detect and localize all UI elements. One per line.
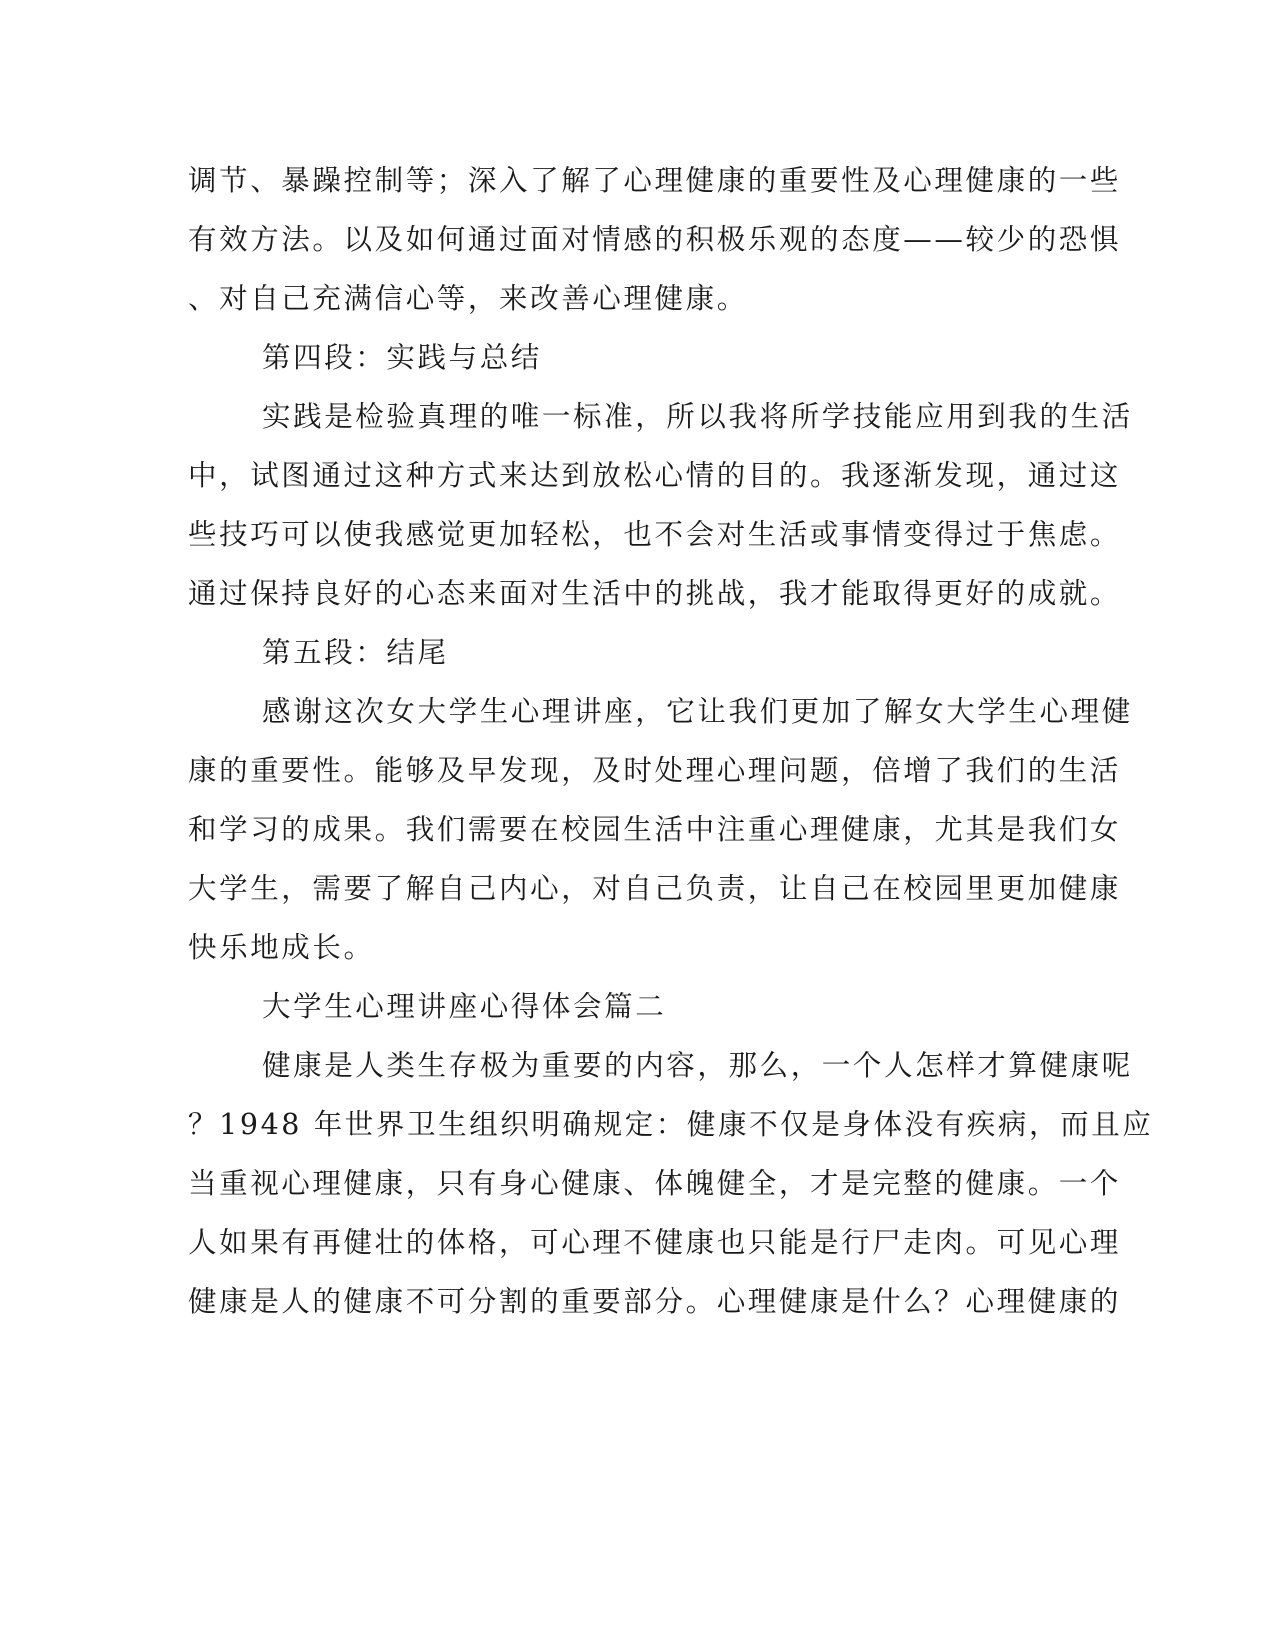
section-heading: 第四段：实践与总结 bbox=[262, 341, 542, 374]
text-line: 健康是人的健康不可分割的重要部分。心理健康是什么？心理健康的 bbox=[188, 1285, 1122, 1318]
text-line: 中，试图通过这种方式来达到放松心情的目的。我逐渐发现，通过这 bbox=[188, 459, 1122, 492]
text-line: 人如果有再健壮的体格，可心理不健康也只能是行尸走肉。可见心理 bbox=[188, 1226, 1122, 1259]
text-line: 有效方法。以及如何通过面对情感的积极乐观的态度——较少的恐惧 bbox=[188, 223, 1122, 256]
text-line: 快乐地成长。 bbox=[188, 931, 375, 964]
section-heading: 第五段：结尾 bbox=[262, 636, 449, 669]
text-line: 当重视心理健康，只有身心健康、体魄健全，才是完整的健康。一个 bbox=[188, 1167, 1122, 1200]
paragraph-first-line: 健康是人类生存极为重要的内容，那么，一个人怎样才算健康呢 bbox=[262, 1049, 1133, 1082]
text-line: 调节、暴躁控制等；深入了解了心理健康的重要性及心理健康的一些 bbox=[188, 164, 1122, 197]
text-line: 些技巧可以使我感觉更加轻松，也不会对生活或事情变得过于焦虑。 bbox=[188, 518, 1122, 551]
text-line: 大学生，需要了解自己内心，对自己负责，让自己在校园里更加健康 bbox=[188, 872, 1122, 905]
text-line: 通过保持良好的心态来面对生活中的挑战，我才能取得更好的成就。 bbox=[188, 577, 1122, 610]
text-line: 和学习的成果。我们需要在校园生活中注重心理健康，尤其是我们女 bbox=[188, 813, 1122, 846]
article-title: 大学生心理讲座心得体会篇二 bbox=[262, 990, 667, 1023]
paragraph-first-line: 感谢这次女大学生心理讲座，它让我们更加了解女大学生心理健 bbox=[262, 695, 1133, 728]
text-line: 、对自己充满信心等，来改善心理健康。 bbox=[188, 282, 748, 315]
text-line: ？1948 年世界卫生组织明确规定：健康不仅是身体没有疾病，而且应 bbox=[188, 1108, 1154, 1141]
text-line: 康的重要性。能够及早发现，及时处理心理问题，倍增了我们的生活 bbox=[188, 754, 1122, 787]
paragraph-first-line: 实践是检验真理的唯一标准，所以我将所学技能应用到我的生活 bbox=[262, 400, 1133, 433]
